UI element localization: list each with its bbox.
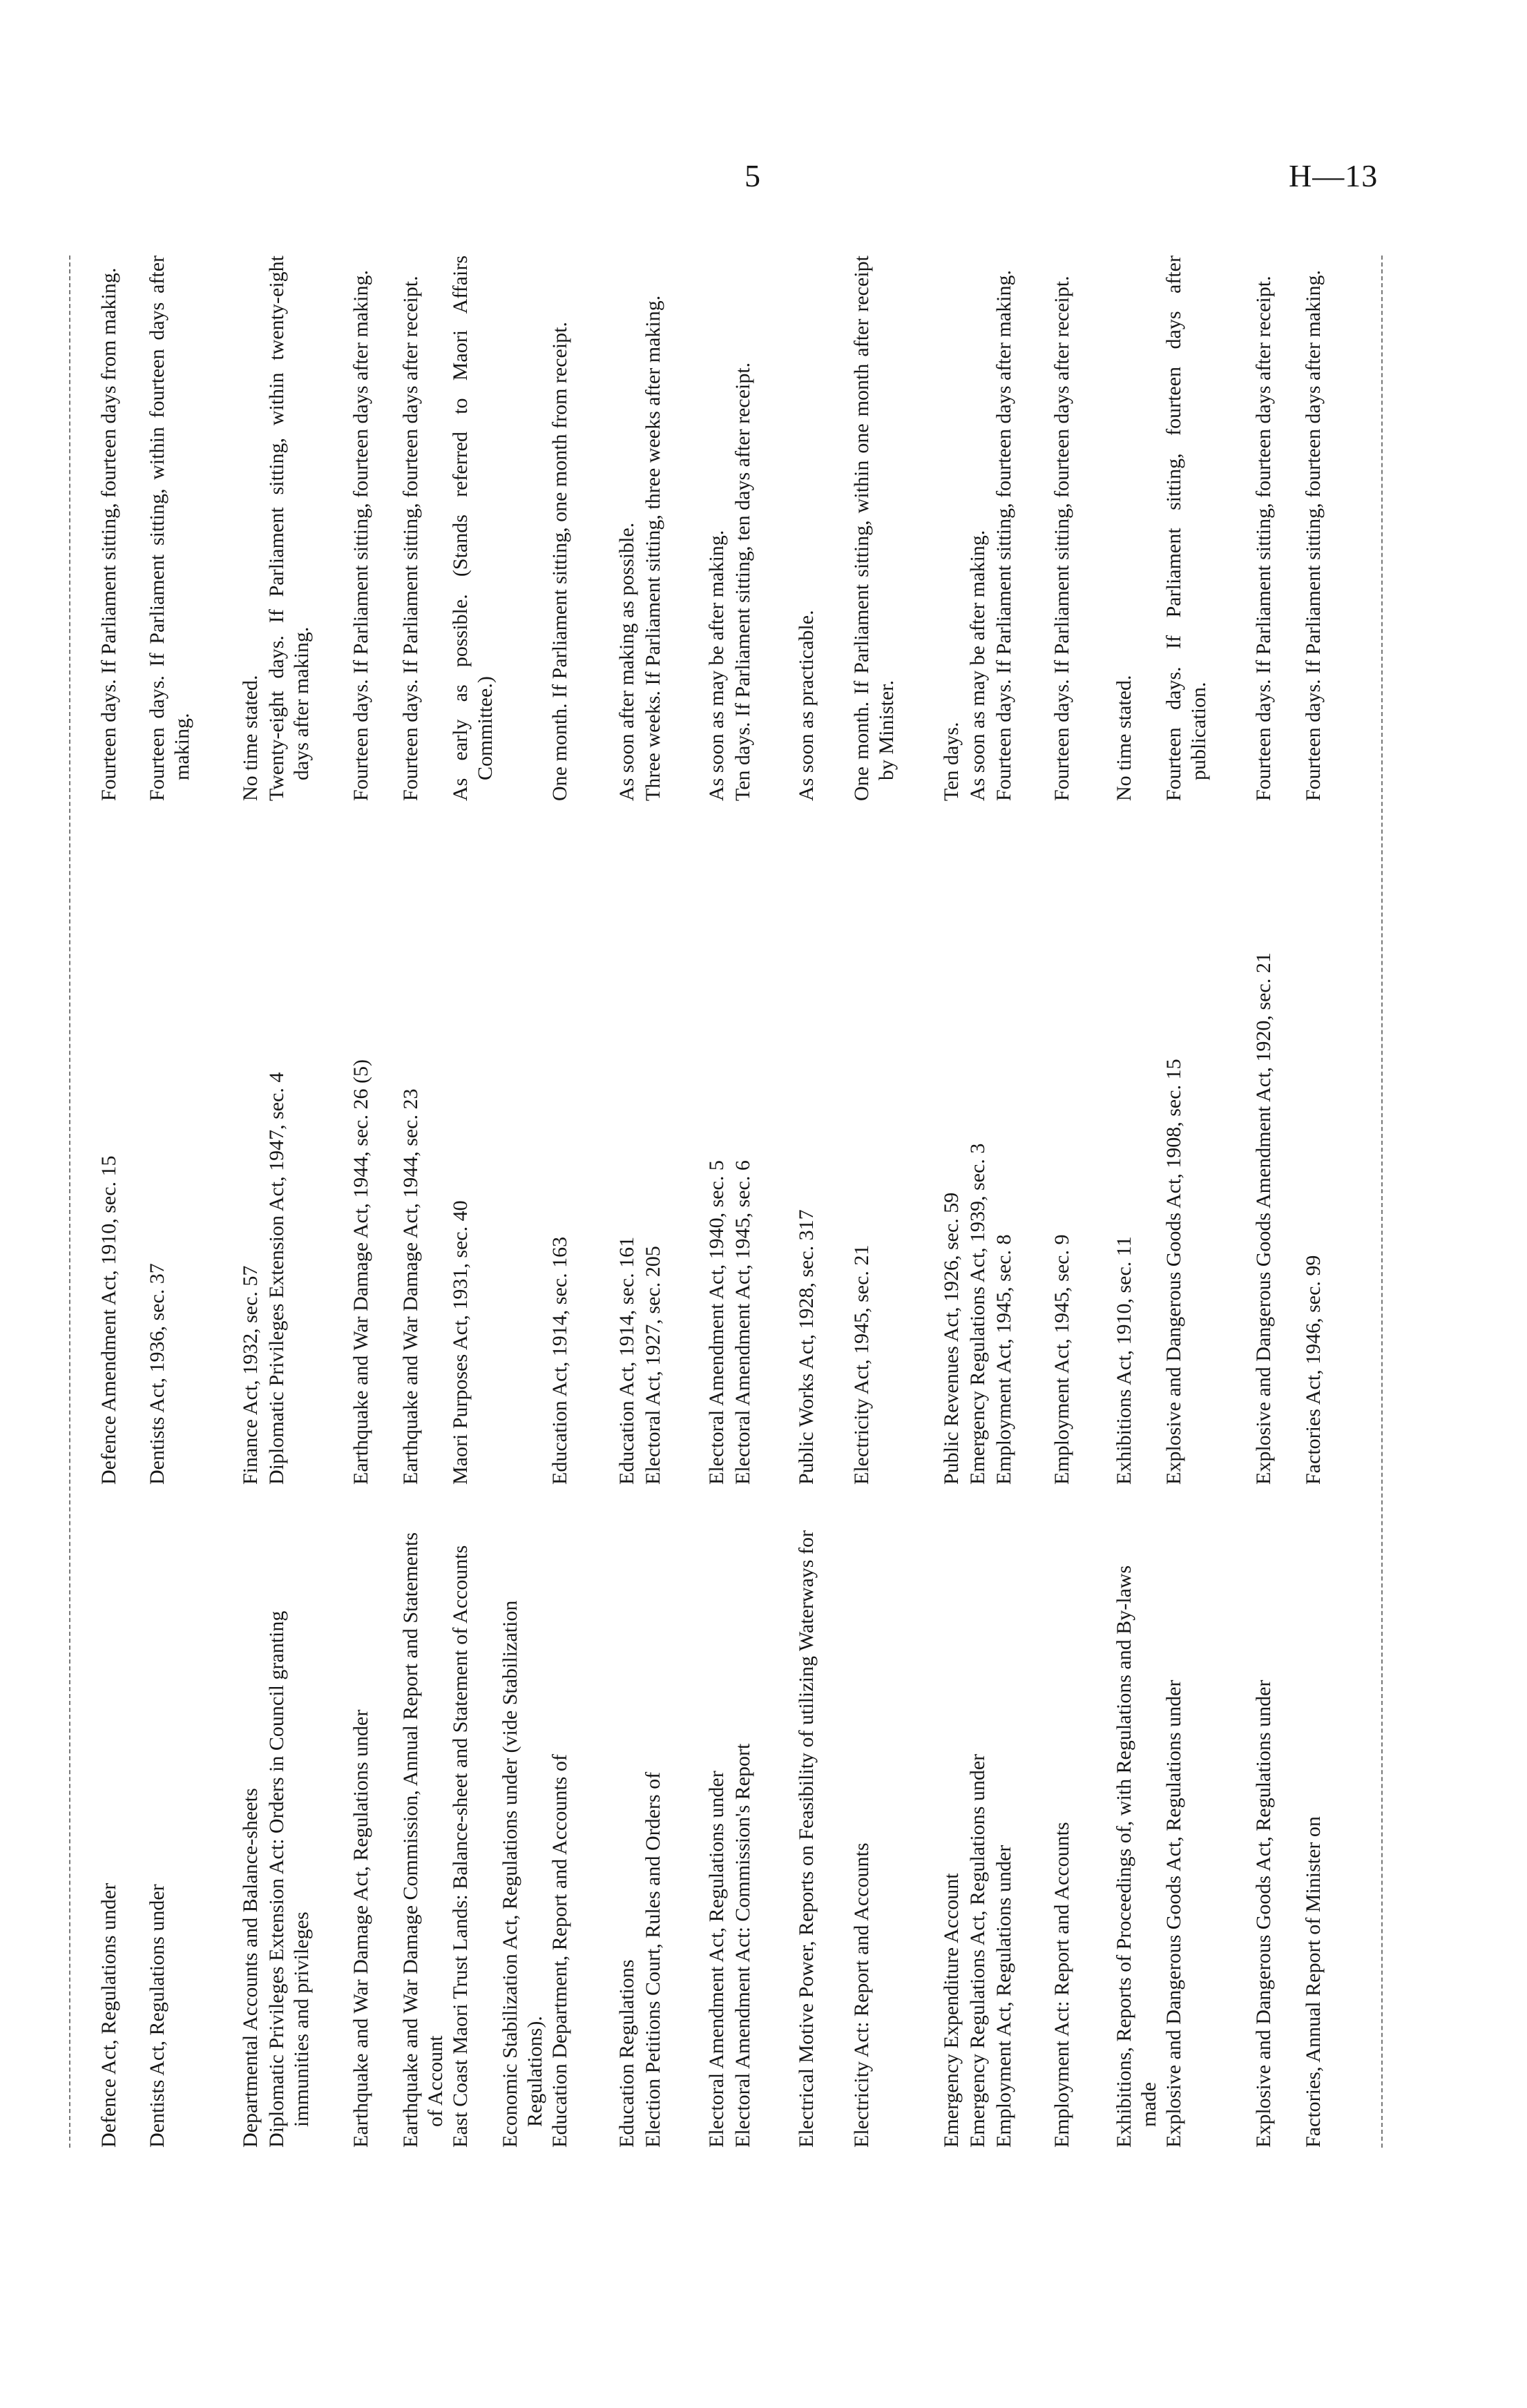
act-cell: Defence Amendment Act, 1910, sec. 15 — [97, 1155, 120, 1485]
time-cell: As soon as may be after making. — [966, 530, 989, 801]
subject-cell: Education Regulations — [615, 1959, 638, 2148]
time-cell: Three weeks. If Parliament sitting, three weeks after making. — [642, 295, 664, 801]
act-cell: Diplomatic Privileges Extension Act, 1947, sec. 4 — [265, 1072, 288, 1485]
act-cell: Finance Act, 1932, sec. 57 — [239, 1265, 262, 1485]
subject-cell: Electricity Act: Report and Accounts — [850, 1842, 873, 2148]
time-cell: Fourteen days. If Parliament sitting, within fourteen days after making. — [146, 256, 193, 801]
act-cell: Emergency Regulations Act, 1939, sec. 3 — [966, 1143, 989, 1485]
subject-cell: Employment Act, Regulations under — [992, 1844, 1015, 2148]
act-cell: Factories Act, 1946, sec. 99 — [1302, 1255, 1325, 1485]
act-cell: Public Works Act, 1928, sec. 317 — [795, 1209, 818, 1485]
time-cell: Fourteen days. If Parliament sitting, fourteen days after making. — [349, 270, 372, 801]
legislation-table — [69, 256, 1450, 2148]
act-cell: Earthquake and War Damage Act, 1944, sec. 23 — [399, 1088, 422, 1485]
subject-cell: Emergency Expenditure Account — [940, 1873, 963, 2148]
time-cell: Fourteen days. If Parliament sitting, fourteen days after making. — [1302, 270, 1325, 801]
time-cell: One month. If Parliament sitting, one month from receipt. — [548, 321, 571, 801]
time-cell: No time stated. — [239, 675, 262, 801]
subject-cell: Explosive and Dangerous Goods Act, Regulations under — [1252, 1679, 1275, 2148]
page-reference: H—13 — [1289, 158, 1379, 193]
subject-cell: Election Petitions Court, Rules and Orders of — [642, 1771, 664, 2148]
time-cell: As soon as practicable. — [795, 610, 818, 801]
time-cell: As soon after making as possible. — [615, 522, 638, 801]
subject-cell: Exhibitions, Reports of Proceedings of, with Regulations and By-laws made — [1113, 1565, 1160, 2148]
subject-cell: Departmental Accounts and Balance-sheets — [239, 1788, 262, 2148]
act-cell: Exhibitions Act, 1910, sec. 11 — [1113, 1236, 1135, 1485]
time-cell: As soon as may be after making. — [705, 530, 728, 801]
act-cell: Employment Act, 1945, sec. 9 — [1050, 1234, 1073, 1485]
act-cell: Employment Act, 1945, sec. 8 — [992, 1234, 1015, 1485]
subject-cell: Electoral Amendment Act, Regulations under — [705, 1771, 728, 2148]
subject-cell: Dentists Act, Regulations under — [146, 1884, 169, 2148]
act-cell: Maori Purposes Act, 1931, sec. 40 — [449, 1200, 472, 1485]
subject-cell: Factories, Annual Report of Minister on — [1302, 1816, 1325, 2148]
act-cell: Explosive and Dangerous Goods Act, 1908, sec. 15 — [1162, 1059, 1185, 1485]
subject-cell: Economic Stabilization Act, Regulations under (vide Stabilization Regulations). — [499, 1600, 546, 2148]
time-cell: Fourteen days. If Parliament sitting, fourteen days after receipt. — [1252, 276, 1275, 801]
subject-cell: East Coast Maori Trust Lands: Balance-sheet and Statement of Accounts — [449, 1545, 472, 2148]
subject-cell: Explosive and Dangerous Goods Act, Regulations under — [1162, 1679, 1185, 2148]
time-cell: As early as possible. (Stands referred to Maori Affairs Committee.) — [449, 256, 497, 801]
act-cell: Earthquake and War Damage Act, 1944, sec. 26 (5) — [349, 1059, 372, 1485]
time-cell: Fourteen days. If Parliament sitting, fourteen days after receipt. — [399, 276, 422, 801]
time-cell: One month. If Parliament sitting, within one month after receipt by Minister. — [850, 256, 898, 801]
subject-cell: Education Department, Report and Accounts of — [548, 1754, 571, 2148]
time-cell: Ten days. If Parliament sitting, ten days after receipt. — [731, 362, 754, 801]
subject-cell: Earthquake and War Damage Commission, Annual Report and Statements of Account — [399, 1532, 447, 2148]
time-cell: Fourteen days. If Parliament sitting, fourteen days from making. — [97, 267, 120, 801]
act-cell: Education Act, 1914, sec. 163 — [548, 1236, 571, 1485]
subject-cell: Electoral Amendment Act: Commission's Report — [731, 1743, 754, 2148]
act-cell: Dentists Act, 1936, sec. 37 — [146, 1263, 169, 1485]
time-cell: Ten days. — [940, 722, 963, 801]
act-cell: Public Revenues Act, 1926, sec. 59 — [940, 1192, 963, 1485]
act-cell: Electoral Amendment Act, 1940, sec. 5 — [705, 1160, 728, 1485]
act-cell: Electoral Amendment Act, 1945, sec. 6 — [731, 1160, 754, 1485]
time-cell: Fourteen days. If Parliament sitting, fourteen days after publication. — [1162, 256, 1210, 801]
subject-cell: Defence Act, Regulations under — [97, 1882, 120, 2148]
page-number: 5 — [745, 158, 760, 193]
subject-cell: Employment Act: Report and Accounts — [1050, 1822, 1073, 2148]
time-cell: No time stated. — [1113, 675, 1135, 801]
subject-cell: Diplomatic Privileges Extension Act: Orders in Council granting immunities and privileges — [265, 1610, 313, 2148]
act-cell: Education Act, 1914, sec. 161 — [615, 1236, 638, 1485]
subject-cell: Emergency Regulations Act, Regulations under — [966, 1753, 989, 2148]
time-cell: Twenty-eight days. If Parliament sitting, within twenty-eight days after making. — [265, 256, 313, 801]
subject-cell: Electrical Motive Power, Reports on Feasibility of utilizing Waterways for — [795, 1530, 818, 2148]
time-cell: Fourteen days. If Parliament sitting, fourteen days after receipt. — [1050, 276, 1073, 801]
top-rule — [69, 256, 70, 2148]
subject-cell: Earthquake and War Damage Act, Regulations under — [349, 1709, 372, 2148]
bottom-rule — [1381, 256, 1383, 2148]
act-cell: Explosive and Dangerous Goods Amendment Act, 1920, sec. 21 — [1252, 952, 1275, 1485]
act-cell: Electricity Act, 1945, sec. 21 — [850, 1244, 873, 1485]
time-cell: Fourteen days. If Parliament sitting, fourteen days after making. — [992, 270, 1015, 801]
act-cell: Electoral Act, 1927, sec. 205 — [642, 1246, 664, 1485]
